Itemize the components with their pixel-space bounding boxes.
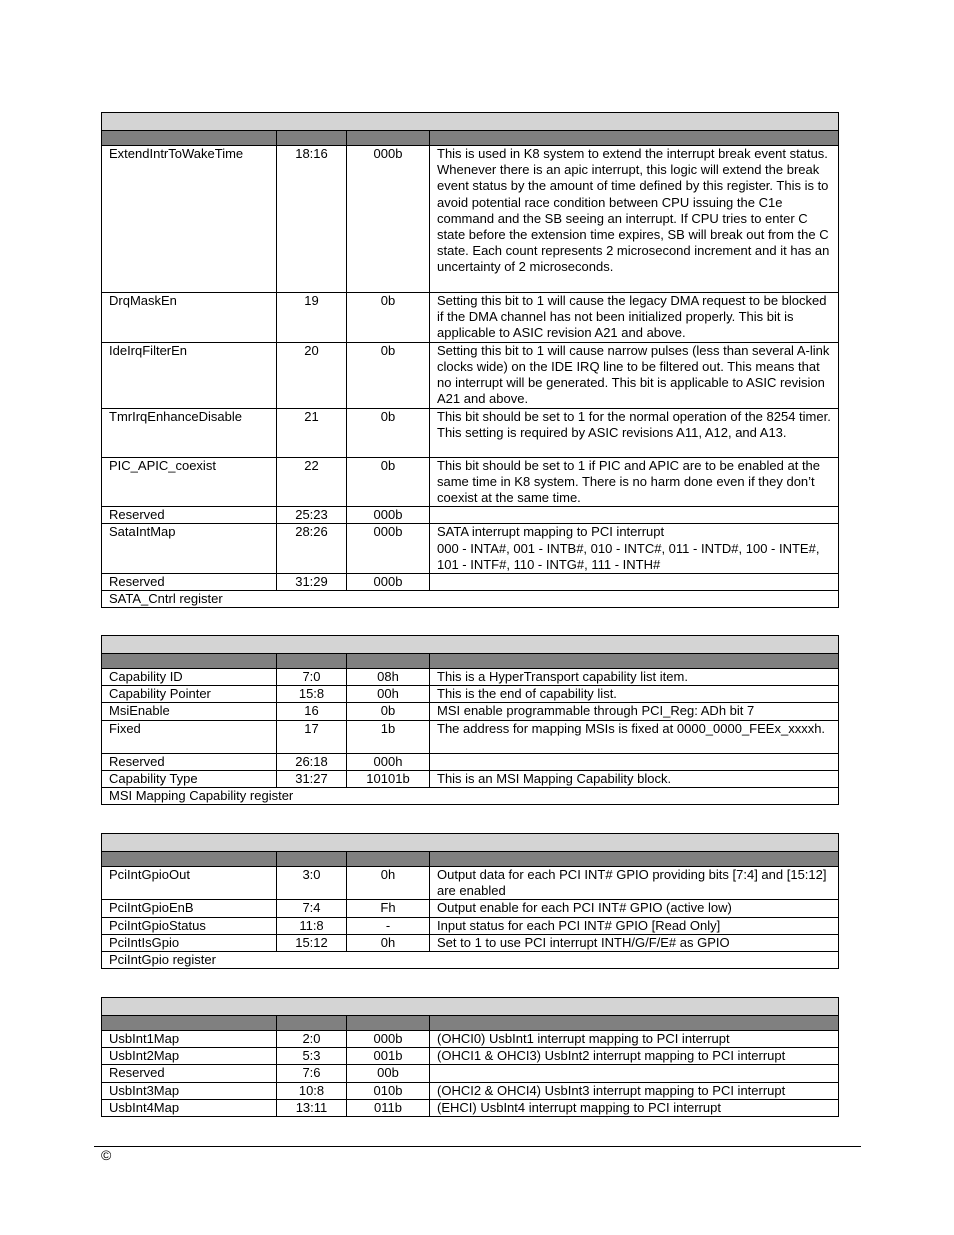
table-title-bar [102, 113, 839, 131]
field-name: PciIntGpioStatus [102, 917, 277, 934]
description-cell: (OHCI2 & OHCI4) UsbInt3 interrupt mapping to PCI interrupt [430, 1082, 839, 1099]
bits-cell: 3:0 [277, 867, 347, 900]
table-header-row [102, 654, 839, 669]
table-caption: PciIntGpio register [102, 952, 839, 969]
description-cell: This bit should be set to 1 if PIC and APIC are to be enabled at the same time in K8 system. There is no harm done even if they don’t coexist at the same time. [430, 457, 839, 507]
field-name: MsiEnable [102, 703, 277, 720]
bits-cell: 7:0 [277, 669, 347, 686]
bits-cell: 7:6 [277, 1065, 347, 1082]
table-row [102, 703, 839, 720]
description-cell: Setting this bit to 1 will cause narrow pulses (less than several A-link clocks wide) on the IDE IRQ line to be filtered out. This means that no interrupt will be generated. This bit is applicable to ASIC revision A21 and above. [430, 342, 839, 408]
table-row [102, 1099, 839, 1116]
table-footer-row [102, 591, 839, 608]
default-cell: Fh [347, 900, 430, 917]
table-row [102, 1082, 839, 1099]
description-cell: This is an MSI Mapping Capability block. [430, 770, 839, 787]
field-name: PIC_APIC_coexist [102, 457, 277, 507]
field-name: Capability Type [102, 770, 277, 787]
field-name: ExtendIntrToWakeTime [102, 146, 277, 293]
description-cell: (OHCI0) UsbInt1 interrupt mapping to PCI interrupt [430, 1031, 839, 1048]
pci-int-gpio-table [101, 833, 839, 969]
field-name: Reserved [102, 753, 277, 770]
table-row [102, 770, 839, 787]
default-cell: - [347, 917, 430, 934]
field-name: Reserved [102, 574, 277, 591]
default-cell: 000b [347, 574, 430, 591]
bits-cell: 28:26 [277, 524, 347, 574]
description-cell: Output data for each PCI INT# GPIO providing bits [7:4] and [15:12] are enabled [430, 867, 839, 900]
default-cell: 10101b [347, 770, 430, 787]
default-cell: 0b [347, 457, 430, 507]
default-cell: 00b [347, 1065, 430, 1082]
bits-cell: 2:0 [277, 1031, 347, 1048]
description-cell [430, 574, 839, 591]
table-caption: SATA_Cntrl register [102, 591, 839, 608]
description-cell: MSI enable programmable through PCI_Reg: ADh bit 7 [430, 703, 839, 720]
field-name: UsbInt2Map [102, 1048, 277, 1065]
msi-mapping-capability-table [101, 635, 839, 805]
description-cell: This is used in K8 system to extend the interrupt break event status. Whenever there is an apic interrupt, this logic will extend the break event status by the amount of time defined by this register. This is to avoid potential race condition between CPU issuing the C1e command and the SB seeing an interrupt. If CPU tries to enter C state before the extension time expires, SB will break out from the C state. Each count represents 2 microsecond increment and it has an uncertainty of 2 microseconds. [430, 146, 839, 293]
copyright-symbol: © [101, 1147, 112, 1163]
table-row [102, 342, 839, 408]
bits-cell: 15:8 [277, 686, 347, 703]
description-cell: (OHCI1 & OHCI3) UsbInt2 interrupt mapping to PCI interrupt [430, 1048, 839, 1065]
table-header-row [102, 852, 839, 867]
default-cell: 0h [347, 934, 430, 951]
default-cell: 001b [347, 1048, 430, 1065]
default-cell: 0h [347, 867, 430, 900]
description-cell [430, 507, 839, 524]
description-cell: (EHCI) UsbInt4 interrupt mapping to PCI interrupt [430, 1099, 839, 1116]
table-row [102, 1031, 839, 1048]
default-cell: 0b [347, 342, 430, 408]
default-cell: 00h [347, 686, 430, 703]
table-row [102, 1048, 839, 1065]
bits-cell: 18:16 [277, 146, 347, 293]
bits-cell: 25:23 [277, 507, 347, 524]
field-name: DrqMaskEn [102, 293, 277, 343]
table-row [102, 720, 839, 753]
field-name: SataIntMap [102, 524, 277, 574]
description-cell: This is the end of capability list. [430, 686, 839, 703]
sata-cntrl-register-table [101, 112, 839, 608]
field-name: PciIntIsGpio [102, 934, 277, 951]
bits-cell: 21 [277, 408, 347, 457]
field-name: UsbInt4Map [102, 1099, 277, 1116]
table-row [102, 524, 839, 574]
field-name: PciIntGpioEnB [102, 900, 277, 917]
table-caption: MSI Mapping Capability register [102, 788, 839, 805]
default-cell: 000b [347, 146, 430, 293]
table-row [102, 669, 839, 686]
table-row [102, 293, 839, 343]
field-name: Fixed [102, 720, 277, 753]
description-cell: SATA interrupt mapping to PCI interrupt 000 - INTA#, 001 - INTB#, 010 - INTC#, 011 - INTD#, 100 - INTE#, 101 - INTF#, 110 - INTG#, 111 - INTH# [430, 524, 839, 574]
description-cell: Output enable for each PCI INT# GPIO (active low) [430, 900, 839, 917]
bits-cell: 11:8 [277, 917, 347, 934]
table-row [102, 867, 839, 900]
bits-cell: 5:3 [277, 1048, 347, 1065]
field-name: UsbInt3Map [102, 1082, 277, 1099]
table-row [102, 753, 839, 770]
bits-cell: 20 [277, 342, 347, 408]
description-cell: Input status for each PCI INT# GPIO [Read Only] [430, 917, 839, 934]
usb-int-map-table [101, 997, 839, 1117]
description-cell [430, 1065, 839, 1082]
description-cell: This is a HyperTransport capability list item. [430, 669, 839, 686]
field-name: PciIntGpioOut [102, 867, 277, 900]
description-cell: Set to 1 to use PCI interrupt INTH/G/F/E# as GPIO [430, 934, 839, 951]
table-title-bar [102, 834, 839, 852]
default-cell: 1b [347, 720, 430, 753]
bits-cell: 22 [277, 457, 347, 507]
table-row [102, 934, 839, 951]
table-footer-row [102, 788, 839, 805]
default-cell: 010b [347, 1082, 430, 1099]
table-row [102, 408, 839, 457]
table-row [102, 900, 839, 917]
field-name: Capability Pointer [102, 686, 277, 703]
default-cell: 000b [347, 1031, 430, 1048]
bits-cell: 7:4 [277, 900, 347, 917]
bits-cell: 19 [277, 293, 347, 343]
default-cell: 000h [347, 753, 430, 770]
field-name: Reserved [102, 507, 277, 524]
default-cell: 000b [347, 524, 430, 574]
bits-cell: 13:11 [277, 1099, 347, 1116]
description-cell: Setting this bit to 1 will cause the legacy DMA request to be blocked if the DMA channel has not been initialized properly. This bit is applicable to ASIC revision A21 and above. [430, 293, 839, 343]
table-header-row [102, 1016, 839, 1031]
default-cell: 011b [347, 1099, 430, 1116]
table-header-row [102, 131, 839, 146]
table-row [102, 574, 839, 591]
default-cell: 0b [347, 703, 430, 720]
table-row [102, 686, 839, 703]
table-row [102, 507, 839, 524]
footer-divider [94, 1146, 861, 1147]
table-row [102, 917, 839, 934]
bits-cell: 26:18 [277, 753, 347, 770]
bits-cell: 15:12 [277, 934, 347, 951]
default-cell: 0b [347, 408, 430, 457]
description-cell: The address for mapping MSIs is fixed at 0000_0000_FEEx_xxxxh. [430, 720, 839, 753]
field-name: Reserved [102, 1065, 277, 1082]
default-cell: 08h [347, 669, 430, 686]
table-footer-row [102, 952, 839, 969]
field-name: TmrIrqEnhanceDisable [102, 408, 277, 457]
table-row [102, 457, 839, 507]
bits-cell: 31:27 [277, 770, 347, 787]
bits-cell: 16 [277, 703, 347, 720]
table-title-bar [102, 998, 839, 1016]
default-cell: 0b [347, 293, 430, 343]
table-title-bar [102, 636, 839, 654]
description-cell: This bit should be set to 1 for the normal operation of the 8254 timer. This setting is required by ASIC revisions A11, A12, and A13. [430, 408, 839, 457]
description-cell [430, 753, 839, 770]
bits-cell: 31:29 [277, 574, 347, 591]
table-row [102, 146, 839, 293]
table-row [102, 1065, 839, 1082]
bits-cell: 17 [277, 720, 347, 753]
bits-cell: 10:8 [277, 1082, 347, 1099]
default-cell: 000b [347, 507, 430, 524]
field-name: UsbInt1Map [102, 1031, 277, 1048]
field-name: IdeIrqFilterEn [102, 342, 277, 408]
field-name: Capability ID [102, 669, 277, 686]
